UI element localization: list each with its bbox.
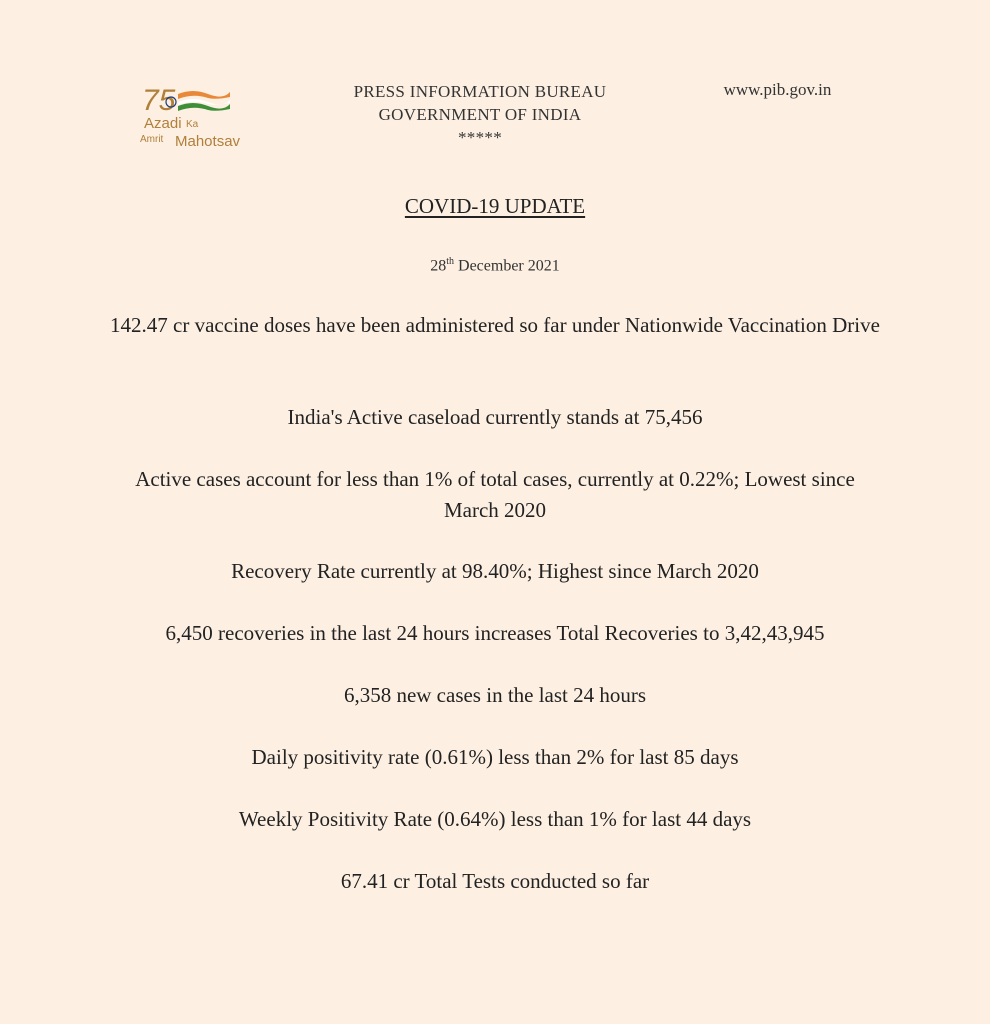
issuing-organisation — [300, 80, 660, 149]
logo-graphic — [138, 80, 258, 152]
date-suffix: th — [446, 256, 455, 267]
logo-line1: Azadi — [144, 115, 182, 132]
logo-line1-small: Ka — [186, 119, 199, 130]
logo-line2: Mahotsav — [175, 133, 241, 150]
highlight-active-cases-percent: Active cases account for less than 1% of total cases, currently at 0.22%; Lowest since March 2020 — [135, 467, 855, 522]
highlight-total-tests: 67.41 cr Total Tests conducted so far — [340, 869, 650, 893]
government-name: GOVERNMENT OF INDIA — [378, 105, 582, 124]
highlight-recoveries: 6,450 recoveries in the last 24 hours increases Total Recoveries to 3,42,43,945 — [165, 621, 825, 645]
azadi-ka-amrit-mahotsav-logo — [138, 80, 258, 152]
highlight-recovery-rate: Recovery Rate currently at 98.40%; Highest since March 2020 — [231, 559, 759, 583]
date-month-year: December 2021 — [458, 257, 560, 275]
flag-saffron-stripe — [178, 91, 230, 99]
highlight-new-cases: 6,358 new cases in the last 24 hours — [343, 683, 647, 707]
highlight-vaccine-doses: 142.47 cr vaccine doses have been administered so far under Nationwide Vaccination Drive — [110, 313, 880, 337]
org-name: PRESS INFORMATION BUREAU — [353, 82, 607, 101]
highlight-weekly-positivity: Weekly Positivity Rate (0.64%) less than 1% for last 44 days — [238, 807, 752, 831]
flag-green-stripe — [178, 103, 230, 111]
release-date — [0, 256, 990, 275]
website-url: www.pib.gov.in — [723, 80, 832, 99]
highlight-daily-positivity: Daily positivity rate (0.61%) less than 2% for last 85 days — [251, 745, 739, 769]
separator-stars: ***** — [458, 128, 502, 147]
logo-number: 75 — [142, 84, 176, 117]
date-day: 28 — [430, 257, 447, 275]
logo-line2-small: Amrit — [140, 134, 164, 145]
page-title: COVID-19 UPDATE — [404, 194, 586, 218]
highlight-active-caseload: India's Active caseload currently stands at 75,456 — [287, 405, 703, 429]
